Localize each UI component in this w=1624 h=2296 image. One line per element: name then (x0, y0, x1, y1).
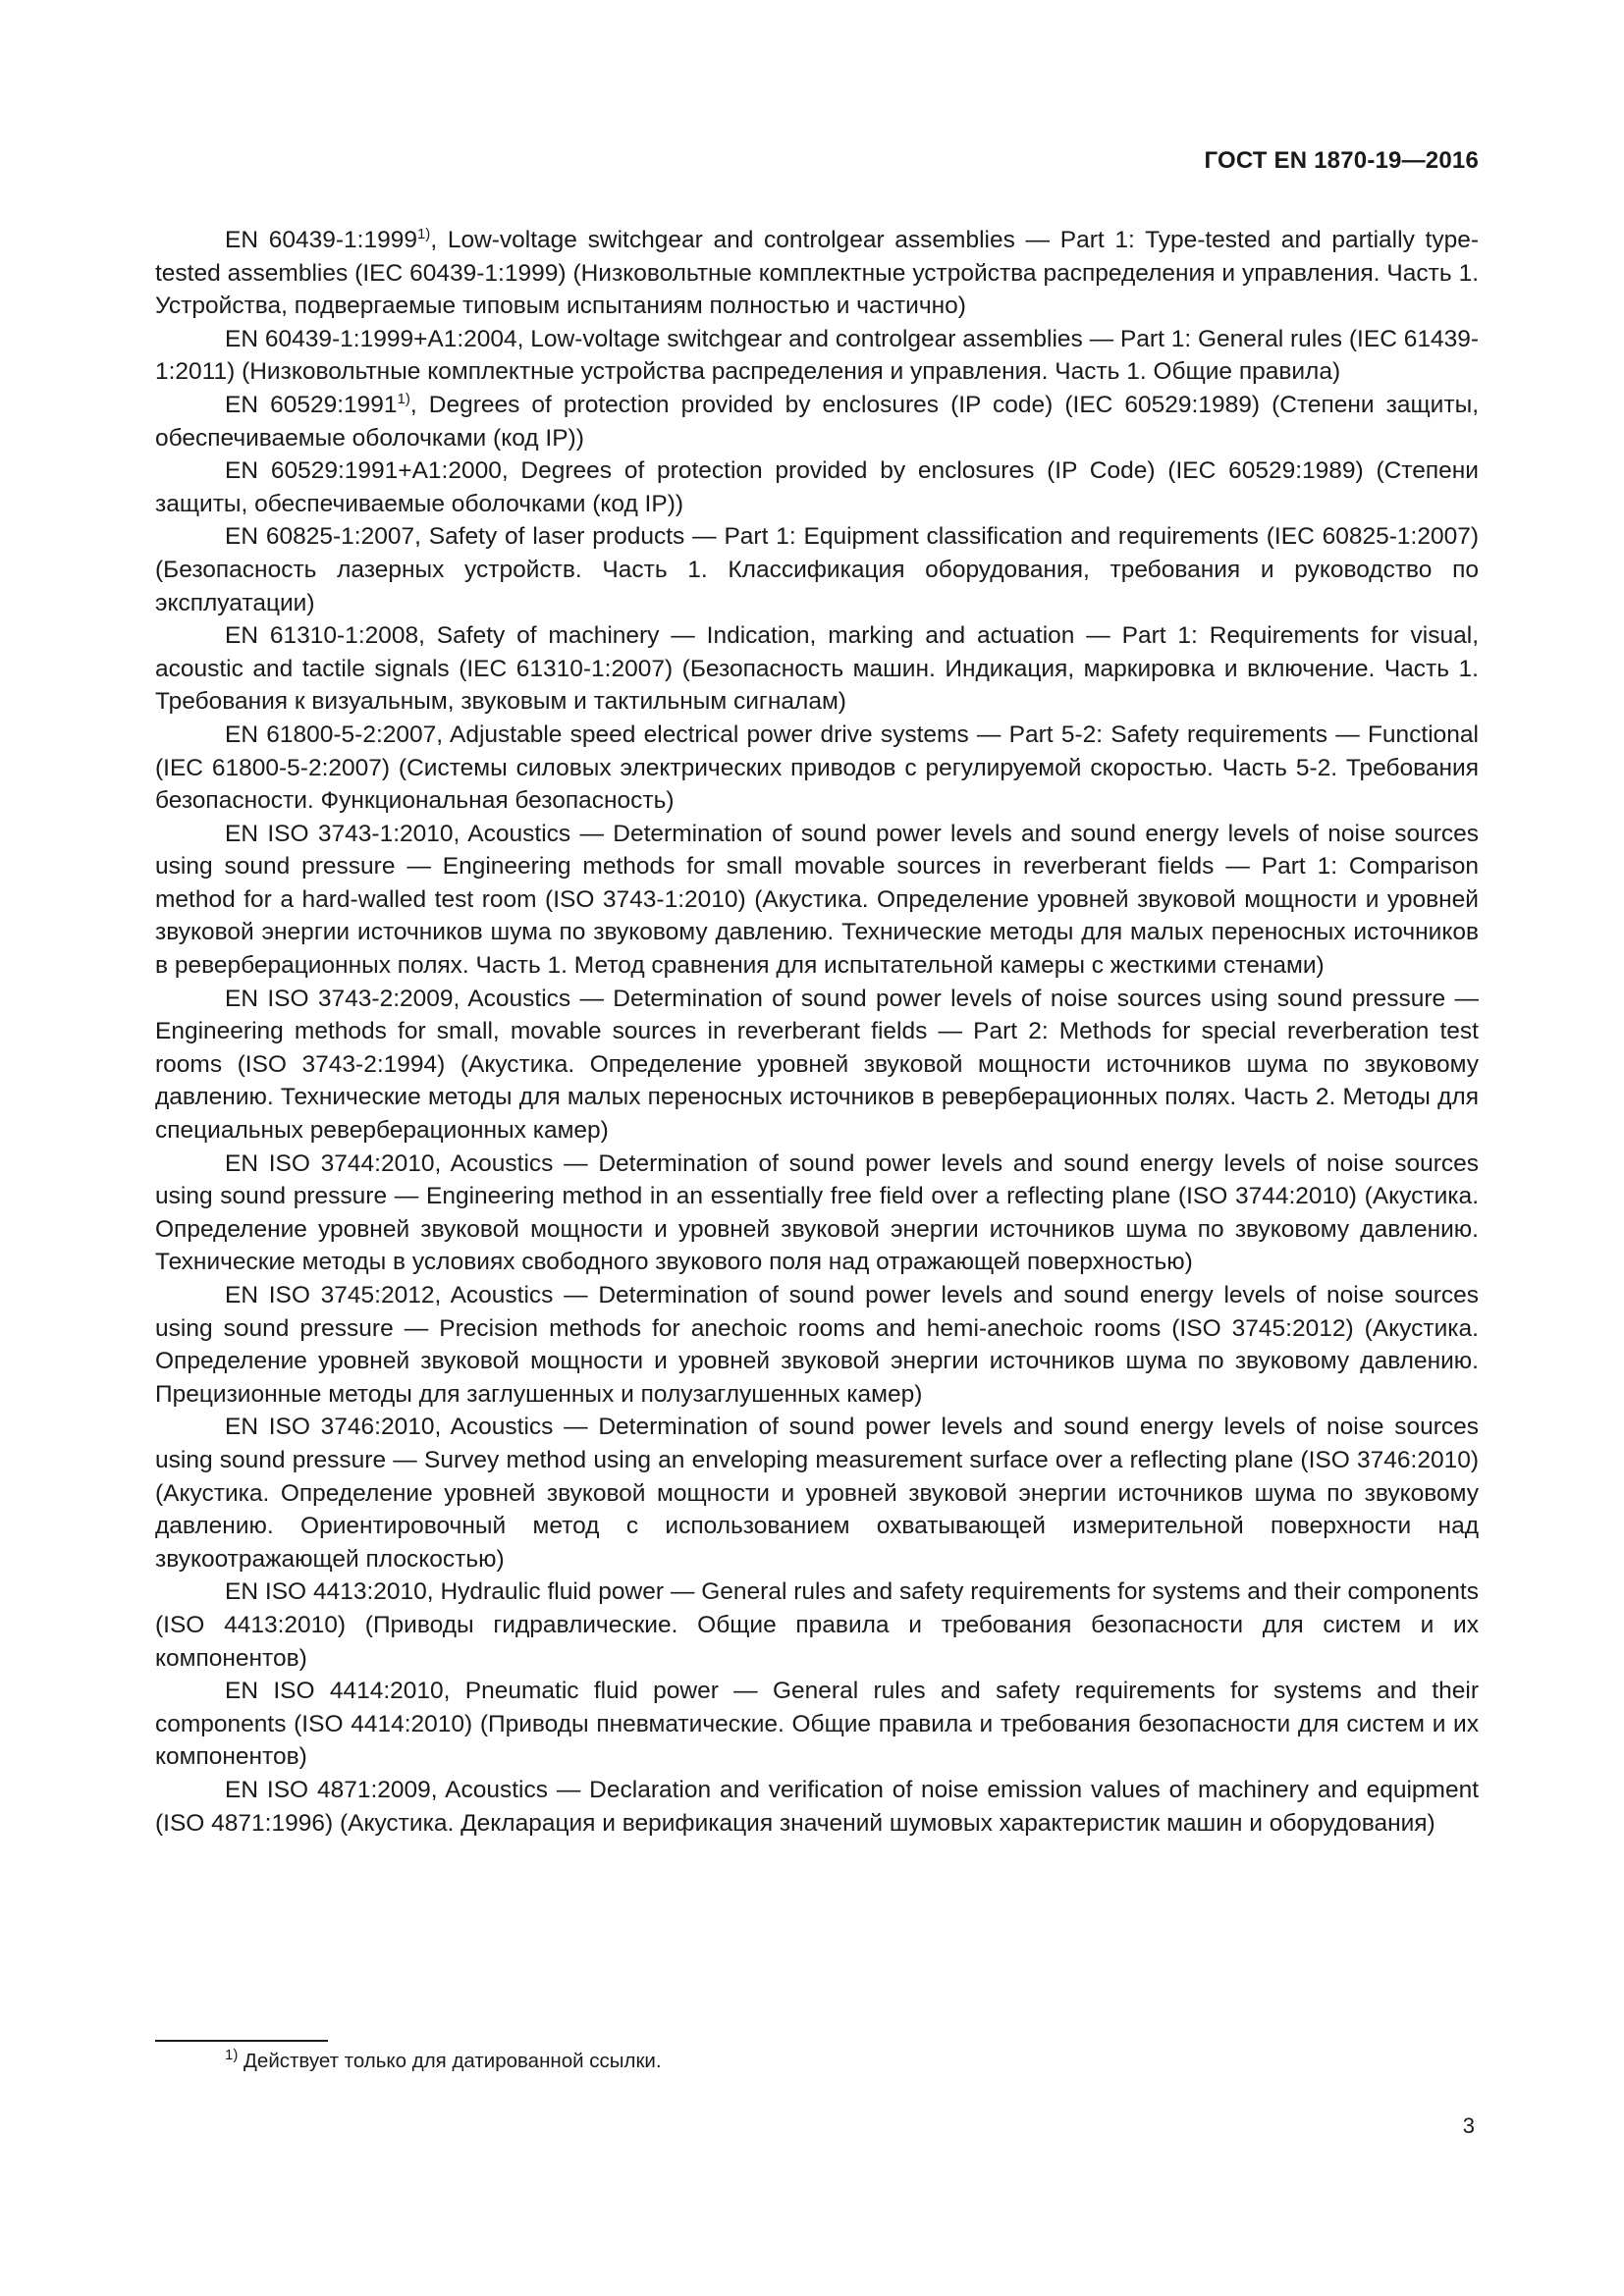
footnote-marker: 1) (397, 390, 410, 407)
reference-entry (155, 719, 1479, 818)
entry-text: EN ISO 3743-2:2009, Acoustics — Determination of sound power levels of noise sources using sound pressure — Engineering methods for small, movable sources in reverberant fields — Part 2: Methods for special reverberation test rooms (ISO 3743-2:1994) (Акустика. Определение уровней звуковой мощности источников шума по звуковому давлению. Технические методы для малых переносных источников в реверберационных полях. Часть 2. Методы для специальных реверберационных камер) (155, 985, 1479, 1145)
reference-entry (155, 389, 1479, 454)
entry-text-continued: , Low-voltage switchgear and controlgear assemblies — Part 1: Type-tested and partially type-tested assemblies (IEC 60439-1:1999) (Низковольтные комплектные устройства распределения и управления. Часть 1. Устройства, подвергаемые типовым испытаниям полностью и частично) (155, 227, 1479, 320)
reference-entry (155, 983, 1479, 1148)
entry-text: EN ISO 4871:2009, Acoustics — Declaration and verification of noise emission values of machinery and equipment (ISO 4871:1996) (Акустика. Декларация и верификация значений шумовых характеристик машин и оборудования) (155, 1776, 1479, 1837)
reference-entry (155, 1575, 1479, 1675)
reference-entry (155, 224, 1479, 323)
standard-designation: ГОСТ EN 1870-19—2016 (1204, 147, 1479, 174)
entry-text: EN ISO 3745:2012, Acoustics — Determination of sound power levels and sound energy levels of noise sources using sound pressure — Precision methods for anechoic rooms and hemi-anechoic rooms (ISO 3745:2012) (Акустика. Определение уровней звуковой мощности и уровней звуковой энергии источников шума по звуковому давлению. Прецизионные методы для заглушенных и полузаглушенных камер) (155, 1282, 1479, 1408)
entry-text: EN 60529:1991+A1:2000, Degrees of protection provided by enclosures (IP Code) (IEC 60529:1989) (Степени защиты, обеспечиваемые оболочками (код IP)) (155, 457, 1479, 517)
footnote-separator (155, 2040, 328, 2042)
references-list (155, 224, 1479, 1840)
entry-text: EN 60825-1:2007, Safety of laser products — Part 1: Equipment classification and requirements (IEC 60825-1:2007) (Безопасность лазерных устройств. Часть 1. Классификация оборудования, требования и руководство по эксплуатации) (155, 523, 1479, 616)
entry-text: EN 61310-1:2008, Safety of machinery — Indication, marking and actuation — Part 1: Requirements for visual, acoustic and tactile signals (IEC 61310-1:2007) (Безопасность машин. Индикация, маркировка и включение. Часть 1. Требования к визуальным, звуковым и тактильным сигналам) (155, 622, 1479, 716)
reference-entry (155, 323, 1479, 389)
entry-text: EN 60529:1991 (225, 391, 398, 418)
reference-entry (155, 1774, 1479, 1840)
reference-entry (155, 520, 1479, 619)
entry-text-continued: , Degrees of protection provided by enclosures (IP code) (IEC 60529:1989) (Степени защиты, обеспечиваемые оболочками (код IP)) (155, 391, 1480, 452)
entry-text: EN ISO 3746:2010, Acoustics — Determination of sound power levels and sound energy levels of noise sources using sound pressure — Survey method using an enveloping measurement surface over a reflecting plane (ISO 3746:2010) (Акустика. Определение уровней звуковой мощности и уровней звуковой энергии источников шума по звуковому давлению. Ориентировочный метод с использованием охватывающей измерительной поверхности над звукоотражающей плоскостью) (155, 1414, 1479, 1573)
reference-entry (155, 454, 1479, 520)
reference-entry (155, 1279, 1479, 1411)
entry-text: EN 60439-1:1999+A1:2004, Low-voltage switchgear and controlgear assemblies — Part 1: General rules (IEC 61439-1:2011) (Низковольтные комплектные устройства распределения и управления. Часть 1. Общие правила) (155, 325, 1479, 386)
page-number: 3 (1462, 2113, 1475, 2138)
reference-entry (155, 818, 1479, 983)
entry-text: EN 61800-5-2:2007, Adjustable speed electrical power drive systems — Part 5-2: Safety requirements — Functional (IEC 61800-5-2:2007) (Системы силовых электрических приводов с регулируемой скоростью. Часть 5-2. Требования безопасности. Функциональная безопасность) (155, 721, 1479, 815)
entry-text: EN ISO 4413:2010, Hydraulic fluid power — General rules and safety requirements for systems and their components (ISO 4413:2010) (Приводы гидравлические. Общие правила и требования безопасности для систем и их компонентов) (155, 1578, 1479, 1672)
entry-text: EN ISO 3744:2010, Acoustics — Determination of sound power levels and sound energy levels of noise sources using sound pressure — Engineering method in an essentially free field over a reflecting plane (ISO 3744:2010) (Акустика. Определение уровней звуковой мощности и уровней звуковой энергии источников шума по звуковому давлению. Технические методы в условиях свободного звукового поля над отражающей поверхностью) (155, 1149, 1479, 1276)
reference-entry (155, 619, 1479, 719)
footnote-marker: 1) (416, 225, 431, 242)
footnote-text: Действует только для датированной ссылки. (238, 2050, 662, 2072)
reference-entry (155, 1675, 1479, 1774)
entry-text: EN ISO 4414:2010, Pneumatic fluid power — General rules and safety requirements for systems and their components (ISO 4414:2010) (Приводы пневматические. Общие правила и требования безопасности для систем и их компонентов) (155, 1678, 1479, 1771)
reference-entry (155, 1148, 1479, 1279)
reference-entry (155, 1411, 1479, 1575)
entry-text: EN 60439-1:1999 (225, 227, 417, 253)
entry-text: EN ISO 3743-1:2010, Acoustics — Determination of sound power levels and sound energy levels of noise sources using sound pressure — Engineering methods for small movable sources in reverberant fields — Part 1: Comparison method for a hard-walled test room (ISO 3743-1:2010) (Акустика. Определение уровней звуковой мощности и уровней звуковой энергии источников шума по звуковому давлению. Технические методы для малых переносных источников в реверберационных полях. Часть 1. Метод сравнения для испытательной камеры с жесткими стенами) (155, 820, 1479, 980)
footnote-marker: 1) (225, 2047, 239, 2064)
footnote (225, 2048, 662, 2075)
